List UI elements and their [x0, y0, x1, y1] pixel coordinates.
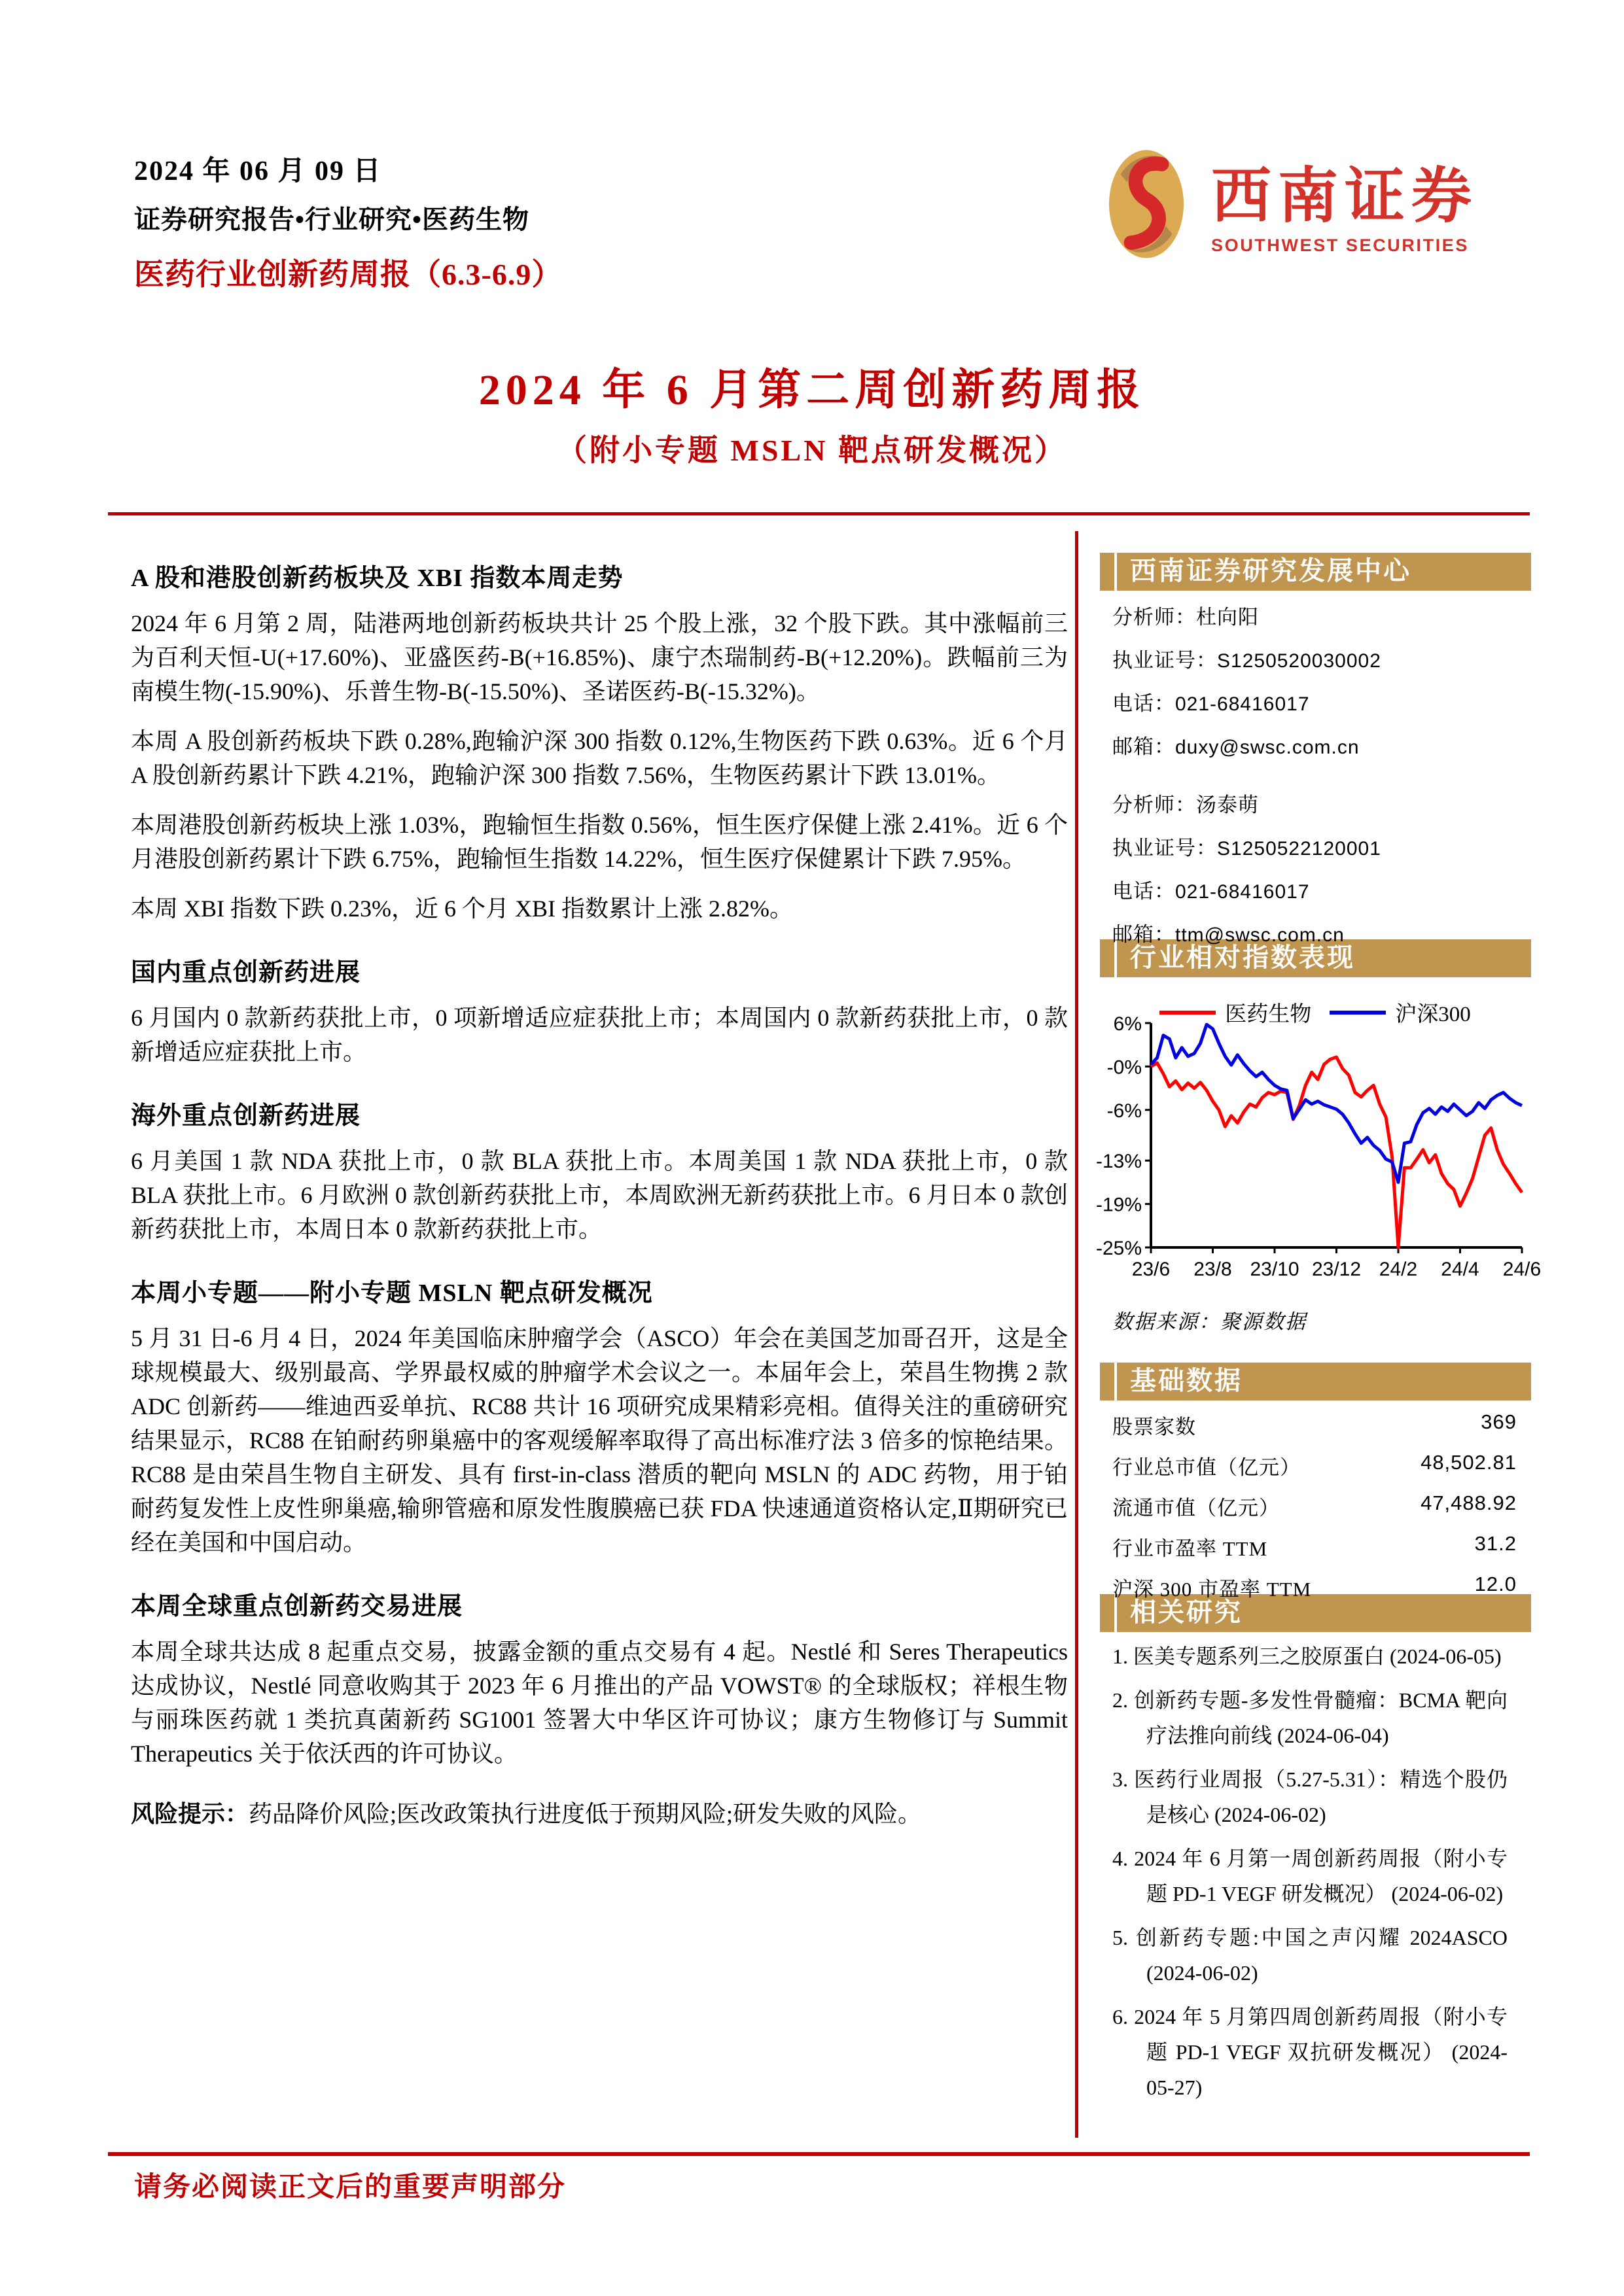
analyst-row — [1112, 730, 1518, 759]
basic-data-table — [1112, 1410, 1517, 1613]
basic-data-label: 行业总市值（亿元） — [1112, 1456, 1301, 1479]
report-series-title: 医药行业创新药周报（6.3-6.9） — [134, 258, 563, 291]
analyst-row — [1112, 831, 1518, 861]
related-item: 1. 医美专题系列三之胶原蛋白 (2024-06-05) — [1112, 1644, 1502, 1668]
related-item: 3. 医药行业周报（5.27-5.31）：精选个股仍是核心 (2024-06-02) — [1112, 1767, 1508, 1826]
analyst-row-value: S1250522120001 — [1217, 838, 1381, 860]
analyst-block — [1112, 600, 1518, 759]
related-item: 6. 2024 年 5 月第四周创新药周报（附小专题 PD-1 VEGF 双抗研发概况） (2024-05-27) — [1112, 2005, 1508, 2099]
analyst-info — [1112, 600, 1518, 976]
banner-notch — [1114, 553, 1117, 591]
svg-text:6%: 6% — [1113, 1013, 1142, 1035]
sidebar-banner-research-center — [1100, 553, 1531, 591]
risk-note — [131, 1797, 1068, 1831]
svg-text:24/4: 24/4 — [1441, 1259, 1479, 1280]
basic-data-label: 流通市值（亿元） — [1112, 1497, 1280, 1520]
basic-data-row — [1112, 1532, 1517, 1561]
column-divider-line — [1075, 531, 1078, 2138]
title-divider-line — [108, 512, 1530, 515]
analyst-row-value: 021-68416017 — [1175, 881, 1310, 903]
risk-text: 药品降价风险;医改政策执行进度低于预期风险;研发失败的风险。 — [249, 1801, 922, 1827]
analyst-row-label: 执业证号： — [1112, 837, 1217, 860]
analyst-row — [1112, 918, 1518, 947]
basic-data-label: 沪深 300 市盈率 TTM — [1112, 1578, 1312, 1601]
body-paragraph: 2024 年 6 月第 2 周，陆港两地创新药板块共计 25 个股上涨，32 个股下跌。其中涨幅前三为百利天恒-U(+17.60%)、亚盛医药-B(+16.85%)、康宁杰瑞制药-B(+12.20%)。跌幅前三为南模生物(-15.90%)、乐普生物-B(-15.50%)、圣诺医药-B(-15.32%)。 — [131, 610, 1068, 704]
related-item: 2. 创新药专题-多发性骨髓瘤：BCMA 靶向疗法推向前线 (2024-06-04) — [1112, 1688, 1508, 1747]
basic-data-row — [1112, 1410, 1517, 1440]
basic-data-value: 369 — [1481, 1410, 1517, 1433]
svg-text:23/6: 23/6 — [1131, 1259, 1171, 1280]
analyst-row-value: ttm@swsc.com.cn — [1175, 924, 1345, 946]
svg-text:23/8: 23/8 — [1193, 1259, 1232, 1280]
analyst-row — [1112, 644, 1518, 673]
analyst-row-label: 电话： — [1112, 880, 1175, 903]
analyst-row-label: 分析师： — [1112, 606, 1196, 629]
related-research-list — [1112, 1639, 1508, 2113]
company-logo — [1108, 148, 1478, 260]
svg-text:23/12: 23/12 — [1311, 1259, 1362, 1280]
chart-series-沪深300 — [1151, 1024, 1522, 1182]
basic-data-value: 47,488.92 — [1421, 1491, 1517, 1514]
svg-text:-25%: -25% — [1095, 1238, 1142, 1259]
footer-disclaimer: 请务必阅读正文后的重要声明部分 — [134, 2172, 567, 2202]
legend-label: 医药生物 — [1225, 1003, 1312, 1026]
basic-data-row — [1112, 1573, 1517, 1602]
svg-text:-13%: -13% — [1095, 1151, 1142, 1173]
footer-divider-line — [108, 2152, 1530, 2156]
analyst-row-value: 021-68416017 — [1175, 693, 1310, 715]
basic-data-label: 股票家数 — [1112, 1416, 1196, 1438]
svg-text:-19%: -19% — [1095, 1194, 1142, 1216]
analyst-row — [1112, 788, 1518, 818]
basic-data-row — [1112, 1491, 1517, 1521]
analyst-row-label: 执业证号： — [1112, 649, 1217, 672]
body-paragraph: 6 月美国 1 款 NDA 获批上市，0 款 BLA 获批上市。本周美国 1 款 NDA 获批上市，0 款 BLA 获批上市。6 月欧洲 0 款创新药获批上市，本周欧洲无新药获批上市。6 月日本 0 款创新药获批上市，本周日本 0 款新药获批上市。 — [131, 1148, 1068, 1242]
body-paragraph: 本周全球共达成 8 起重点交易，披露金额的重点交易有 4 起。Nestlé 和 Seres Therapeutics 达成协议，Nestlé 同意收购其于 2023 年 6 月推出的产品 VOWST® 的全球版权；祥根生物与丽珠医药就 1 类抗真菌新药 SG1001 签署大中华区许可协议；康方生物修订与 Summit Therapeutics 关于依沃西的许可协议。 — [131, 1639, 1068, 1767]
body-paragraph: 本周 A 股创新药板块下跌 0.28%,跑输沪深 300 指数 0.12%,生物医药下跌 0.63%。近 6 个月 A 股创新药累计下跌 4.21%，跑输沪深 300 指数 7.56%，生物医药累计下跌 13.01%。 — [131, 728, 1068, 788]
basic-data-value: 48,502.81 — [1421, 1451, 1517, 1474]
svg-text:23/10: 23/10 — [1250, 1259, 1299, 1280]
logo-egg-icon — [1108, 148, 1185, 260]
svg-text:24/2: 24/2 — [1379, 1259, 1418, 1280]
section-heading: 国内重点创新药进展 — [131, 959, 361, 986]
basic-data-row — [1112, 1451, 1517, 1480]
report-category: 证券研究报告•行业研究•医药生物 — [134, 205, 530, 234]
report-date: 2024 年 06 月 09 日 — [134, 156, 382, 186]
page-subtitle: （附小专题 MSLN 靶点研发概况） — [557, 434, 1067, 467]
svg-text:24/6: 24/6 — [1502, 1259, 1542, 1280]
chart-source: 数据来源：聚源数据 — [1112, 1310, 1307, 1333]
section-heading: A 股和港股创新药板块及 XBI 指数本周走势 — [131, 565, 624, 592]
section-heading: 海外重点创新药进展 — [131, 1102, 361, 1130]
analyst-row — [1112, 875, 1518, 904]
banner-notch — [1114, 1363, 1117, 1400]
body-paragraph: 5 月 31 日-6 月 4 日，2024 年美国临床肿瘤学会（ASCO）年会在美国芝加哥召开，这是全球规模最大、级别最高、学界最权威的肿瘤学术会议之一。本届年会上，荣昌生物携 2 款 ADC 创新药——维迪西妥单抗、RC88 共计 16 项研究成果精彩亮相。值得关注的重磅研究结果显示，RC88 在铂耐药卵巢癌中的客观缓解率取得了高出标准疗法 3 倍多的惊艳结果。RC88 是由荣昌生物自主研发、具有 first-in-class 潜质的靶向 MSLN 的 ADC 药物，用于铂耐药复发性上皮性卵巢癌,输卵管癌和原发性腹膜癌已获 FDA 快速通道资格认定,Ⅱ期研究已经在美国和中国启动。 — [131, 1325, 1068, 1556]
research-center-title: 西南证券研究发展中心 — [1130, 556, 1411, 585]
report-header — [134, 149, 562, 294]
svg-text:-6%: -6% — [1106, 1100, 1142, 1122]
analyst-row-value: 杜向阳 — [1196, 606, 1259, 629]
body-paragraph: 本周港股创新药板块上涨 1.03%，跑输恒生指数 0.56%，恒生医疗保健上涨 2.41%。近 6 个月港股创新药累计下跌 6.75%，跑输恒生指数 14.22%，恒生医疗保健累计下跌 7.95%。 — [131, 812, 1068, 872]
svg-text:-0%: -0% — [1106, 1056, 1142, 1079]
logo-name-en: SOUTHWEST SECURITIES — [1211, 235, 1470, 255]
analyst-block — [1112, 788, 1518, 947]
section-heading: 本周全球重点创新药交易进展 — [131, 1593, 463, 1620]
analyst-row-label: 邮箱： — [1112, 923, 1175, 946]
analyst-row — [1112, 600, 1518, 630]
analyst-row-value: 汤泰萌 — [1196, 793, 1259, 816]
analyst-row — [1112, 687, 1518, 716]
related-item: 4. 2024 年 6 月第一周创新药周报（附小专题 PD-1 VEGF 研发概况） (2024-06-02) — [1112, 1847, 1508, 1905]
legend-label: 沪深300 — [1395, 1003, 1471, 1026]
basic-data-value: 31.2 — [1474, 1532, 1517, 1555]
basic-data-label: 行业市盈率 TTM — [1112, 1537, 1268, 1560]
related-item: 5. 创新药专题:中国之声闪耀 2024ASCO (2024-06-02) — [1112, 1926, 1508, 1985]
analyst-row-label: 电话： — [1112, 692, 1175, 715]
analyst-row-value: S1250520030002 — [1217, 650, 1381, 672]
logo-name-cn: 西南证券 — [1211, 163, 1479, 230]
body-paragraph: 本周 XBI 指数下跌 0.23%，近 6 个月 XBI 指数累计上涨 2.82%。 — [131, 896, 793, 922]
analyst-row-label: 邮箱： — [1112, 735, 1175, 758]
related-research-title: 相关研究 — [1130, 1597, 1243, 1627]
page-title: 2024 年 6 月第二周创新药周报 — [478, 366, 1146, 414]
analyst-row-value: duxy@swsc.com.cn — [1175, 737, 1360, 758]
chart-series-医药生物 — [1151, 1057, 1522, 1247]
body-paragraph: 6 月国内 0 款新药获批上市，0 项新增适应症获批上市；本周国内 0 款新药获批上市，0 款新增适应症获批上市。 — [131, 1005, 1068, 1065]
analyst-row-label: 分析师： — [1112, 793, 1196, 816]
logo-text — [1211, 148, 1478, 256]
main-content — [131, 557, 1068, 1854]
section-heading: 本周小专题——附小专题 MSLN 靶点研发概况 — [131, 1279, 653, 1307]
industry-index-chart — [1095, 1013, 1542, 1289]
basic-data-value: 12.0 — [1474, 1573, 1517, 1595]
index-performance-title: 行业相对指数表现 — [1130, 943, 1355, 972]
basic-data-title: 基础数据 — [1130, 1366, 1243, 1395]
risk-label: 风险提示： — [131, 1801, 249, 1827]
sidebar-banner-basic-data — [1100, 1363, 1531, 1400]
